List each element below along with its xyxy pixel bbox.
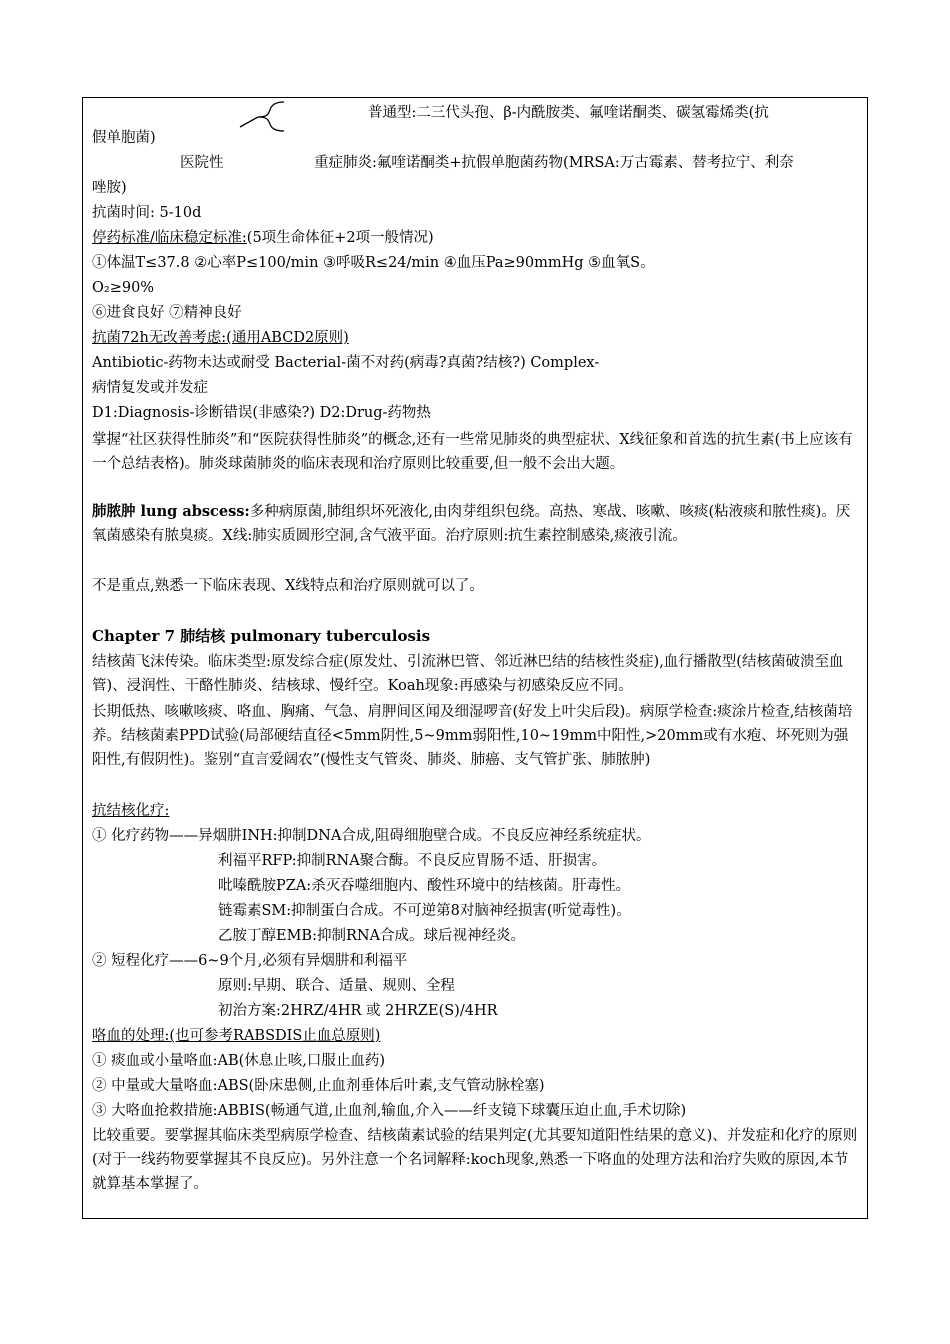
severe-type-cont: 唑胺) [92,180,127,196]
no-improve-title: 抗菌72h无改善考虑:(通用ABCD2原则) [92,330,349,346]
drug-item: 吡嗪酰胺PZA:杀灭吞噬细胞内、酸性环境中的结核菌。肝毒性。 [218,878,631,894]
chapter-heading: Chapter 7 肺结核 pulmonary tuberculosis [92,627,431,645]
lung-abscess-note: 不是重点,熟悉一下临床表现、X线特点和治疗原则就可以了。 [92,578,484,594]
lung-abscess-body: 多种病原菌,肺组织坏死液化,由肉芽组织包绕。高热、寒战、咳嗽、咳痰(粘液痰和脓性痰)。厌氧菌感染有脓臭痰。X线:肺实质圆形空洞,含气液平面。治疗原则:抗生素控制感染,痰液引流。 [92,504,851,544]
short-course-head: ② 短程化疗——6~9个月,必须有异烟肼和利福平 [92,953,408,969]
short-course-item: 原则:早期、联合、适量、规则、全程 [218,978,455,994]
hemoptysis-title: 咯血的处理:(也可参考RABSDIS止血总原则) [92,1028,381,1044]
chemo-title: 抗结核化疗: [92,803,170,819]
tb-paragraph-1: 结核菌飞沫传染。临床类型:原发综合症(原发灶、引流淋巴管、邻近淋巴结的结核性炎症),血行播散型(结核菌破溃至血管)、浸润性、干酪性肺炎、结核球、慢纤空。Koah现象:再感染与初感染反应不同。 [92,654,844,694]
hemoptysis-item: ① 痰血或小量咯血:AB(休息止咳,口服止血药) [92,1053,386,1069]
pneumonia-summary: 掌握“社区获得性肺炎”和“医院获得性肺炎”的概念,还有一些常见肺炎的典型症状、X线征象和首选的抗生素(书上应该有一个总结表格)。肺炎球菌肺炎的临床表现和治疗原则比较重要,但一般不会出大题。 [92,432,853,472]
short-course-item: 初治方案:2HRZ/4HR 或 2HRZE(S)/4HR [218,1003,498,1019]
hemoptysis-item: ② 中量或大量咯血:ABS(卧床患侧,止血剂垂体后叶素,支气管动脉栓塞) [92,1078,545,1094]
abcd-line-1: Antibiotic-药物未达或耐受 Bacterial-菌不对药(病毒?真菌?结核?) Complex- [92,355,600,371]
drug-item: 利福平RFP:抑制RNA聚合酶。不良反应胃肠不适、肝损害。 [218,853,607,869]
severe-type: 重症肺炎:氟喹诺酮类+抗假单胞菌药物(MRSA:万古霉素、替考拉宁、利奈 [314,155,794,171]
stop-criteria-line [92,228,862,248]
criteria-line-1: ①体温T≤37.8 ②心率P≤100/min ③呼吸R≤24/min ④血压Pa≥90mmHg ⑤血氧S。 [92,255,655,271]
chemo-drugs-head: ① 化疗药物——异烟肼INH:抑制DNA合成,阻碍细胞壁合成。不良反应神经系统症状。 [92,828,651,844]
abcd-line-3: D1:Diagnosis-诊断错误(非感染?) D2:Drug-药物热 [92,405,431,421]
tb-paragraph-2: 长期低热、咳嗽咳痰、咯血、胸痛、气急、肩胛间区闻及细湿啰音(好发上叶尖后段)。病原学检查:痰涂片检查,结核菌培养。结核菌素PPD试验(局部硬结直径<5mm阴性,5~9mm弱阳性,10~19mm中阳性,>20mm或有水疱、坏死则为强阳性,有假阴性)。鉴别“直言爱阔农”(慢性支气管炎、肺炎、肺癌、支气管扩张、肺脓肿) [92,704,853,768]
lung-abscess-paragraph [92,500,862,548]
duration-line: 抗菌时间: 5-10d [92,205,202,221]
abcd-line-2: 病情复发或并发症 [92,380,208,396]
stop-criteria-title: 停药标准/临床稳定标准: [92,230,247,246]
criteria-line-2: O₂≥90% [92,280,155,296]
hemoptysis-item: ③ 大咯血抢救措施:ABBIS(畅通气道,止血剂,输血,介入——纤支镜下球囊压迫止血,手术切除) [92,1103,687,1119]
drug-item: 链霉素SM:抑制蛋白合成。不可逆第8对脑神经损害(听觉毒性)。 [218,903,631,919]
criteria-line-3: ⑥进食良好 ⑦精神良好 [92,305,242,321]
stop-criteria-note: (5项生命体征+2项一般情况) [246,230,434,246]
lung-abscess-title: 肺脓肿 lung abscess: [92,503,250,520]
common-type-cont: 假单胞菌) [92,130,156,146]
hospital-label: 医院性 [180,155,224,171]
drug-item: 乙胺丁醇EMB:抑制RNA合成。球后视神经炎。 [218,928,526,944]
common-type-line: 普通型:二三代头孢、β-内酰胺类、氟喹诺酮类、碳氢霉烯类(抗 [368,105,769,121]
tb-closing-summary: 比较重要。要掌握其临床类型病原学检查、结核菌素试验的结果判定(尤其要知道阳性结果的意义)、并发症和化疗的原则(对于一线药物要掌握其不良反应)。另外注意一个名词解释:koch现象,熟悉一下咯血的处理方法和治疗失败的原因,本节就算基本掌握了。 [92,1128,858,1192]
